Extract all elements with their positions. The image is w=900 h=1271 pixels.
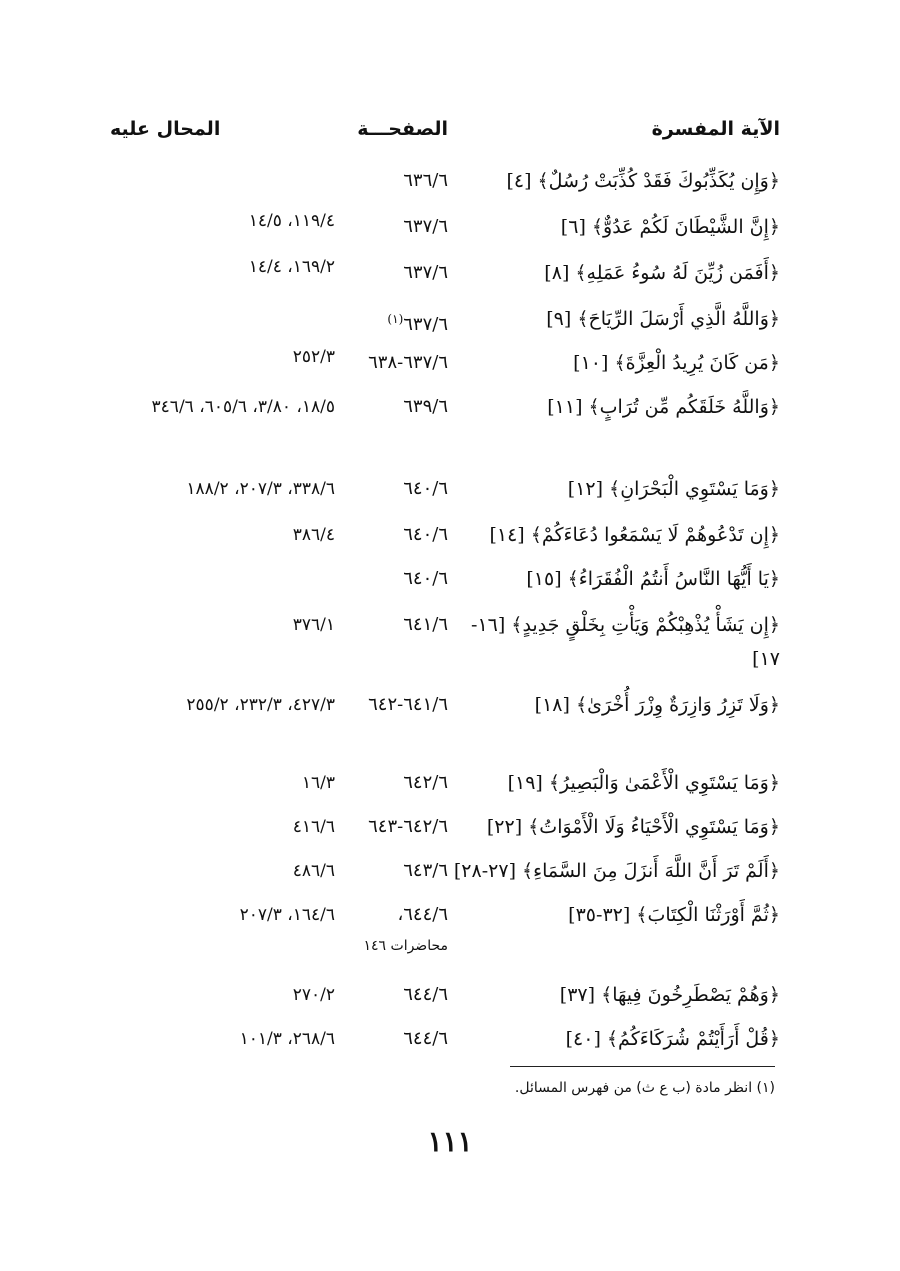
index-table <box>110 160 780 1062</box>
table-row <box>110 468 780 514</box>
ayah-cell: ﴿أَلَمْ تَرَ أَنَّ اللَّهَ أَنزَلَ مِنَ السَّمَاءِ﴾ [٢٧-٢٨] <box>453 860 780 882</box>
table-header <box>110 114 780 148</box>
page-cell <box>298 298 448 346</box>
ref-cell: ٣٨٦/٤ <box>292 525 335 545</box>
page-cell: ٦٤١/٦-٦٤٢ <box>368 694 448 715</box>
ref-cell: ٤٢٧/٣، ٢٣٢/٣، ٢٥٥/٢ <box>186 695 335 715</box>
page-value: ٦٣٧/٦ <box>403 314 448 335</box>
ayah-cell: ﴿قُلْ أَرَأَيْتُمْ شُرَكَاءَكُمُ﴾ [٤٠] <box>565 1028 780 1050</box>
ref-cell: ١٦/٣ <box>301 773 335 793</box>
table-row <box>110 1018 780 1062</box>
table-row <box>110 342 780 386</box>
ayah-cell: ﴿وَاللَّهُ خَلَقَكُم مِّن تُرَابٍ﴾ [١١] <box>547 396 780 418</box>
table-row <box>110 974 780 1018</box>
ayah-cell: ﴿وَاللَّهُ الَّذِي أَرْسَلَ الرِّيَاحَ﴾ [٩] <box>546 308 780 330</box>
table-row <box>110 894 780 974</box>
page-value: ٦٤٤/٦، <box>397 904 448 925</box>
table-row <box>110 386 780 468</box>
page-cell: ٦٤٠/٦ <box>403 524 448 545</box>
ayah-cell: ﴿وَهُمْ يَصْطَرِخُونَ فِيهَا﴾ [٣٧] <box>559 984 780 1006</box>
page-cell: ٦٤٣/٦ <box>403 860 448 881</box>
ayah-cell: ﴿وَلَا تَزِرُ وَازِرَةٌ وِزْرَ أُخْرَىٰ﴾ [١٨] <box>534 694 780 716</box>
ref-cell: ١١٩/٤، ١٤/٥ <box>248 211 335 231</box>
ref-cell: ١٦٩/٢، ١٤/٤ <box>248 257 335 277</box>
table-row <box>110 850 780 894</box>
ref-cell: ٢٧٠/٢ <box>292 985 335 1005</box>
page-note: محاضرات ١٤٦ <box>363 938 448 954</box>
table-row <box>110 684 780 762</box>
table-row <box>110 806 780 850</box>
ayah-cell: ﴿إِنَّ الشَّيْطَانَ لَكُمْ عَدُوٌّ﴾ [٦] <box>560 216 780 238</box>
ayah-cell: ﴿وَمَا يَسْتَوِي الْأَحْيَاءُ وَلَا الْأَمْوَاتُ﴾ [٢٢] <box>486 816 780 838</box>
page-cell: ٦٤٢/٦-٦٤٣ <box>368 816 448 837</box>
page-cell: ٦٤٤/٦ <box>403 1028 448 1049</box>
ref-cell: ٢٥٢/٣ <box>292 347 335 367</box>
footnote: (١) انظر مادة (ب ع ث) من فهرس المسائل. <box>514 1080 775 1096</box>
page-cell: ٦٤٠/٦ <box>403 478 448 499</box>
page-cell: ٦٣٧/٦ <box>403 216 448 237</box>
ref-cell: ٣٣٨/٦، ٢٠٧/٣، ١٨٨/٢ <box>186 479 335 499</box>
page-cell: ٦٣٧/٦ <box>403 262 448 283</box>
page-cell: ٦٣٧/٦-٦٣٨ <box>368 352 448 373</box>
footnote-marker: (١) <box>387 312 404 326</box>
table-row <box>110 206 780 252</box>
table-row <box>110 604 780 684</box>
table-row <box>110 558 780 604</box>
table-row <box>110 298 780 342</box>
ayah-cell: ﴿يَا أَيُّهَا النَّاسُ أَنتُمُ الْفُقَرَاءُ﴾ [١٥] <box>526 568 780 590</box>
ref-cell: ١٨/٥، ٣/٨٠، ٦٠٥/٦، ٣٤٦/٦ <box>151 397 335 417</box>
header-ayah: الآية المفسرة <box>651 118 780 140</box>
table-row <box>110 762 780 806</box>
ref-cell: ١٦٤/٦، ٢٠٧/٣ <box>239 905 335 925</box>
ref-cell: ٣٧٦/١ <box>292 615 335 635</box>
ayah-cell: ﴿إِن تَدْعُوهُمْ لَا يَسْمَعُوا دُعَاءَكُمْ﴾ [١٤] <box>489 524 780 546</box>
table-row <box>110 514 780 558</box>
ayah-cell: ﴿وَإِن يُكَذِّبُوكَ فَقَدْ كُذِّبَتْ رُسُلٌ﴾ [٤] <box>506 170 780 192</box>
ayah-cell: ﴿وَمَا يَسْتَوِي الْأَعْمَىٰ وَالْبَصِيرُ﴾ [١٩] <box>507 772 780 794</box>
page-cell: ٦٤١/٦ <box>403 614 448 635</box>
header-page: الصفحـــة <box>357 118 448 140</box>
footnote-divider <box>510 1066 775 1067</box>
ayah-cell: ﴿مَن كَانَ يُرِيدُ الْعِزَّةَ﴾ [١٠] <box>573 352 780 374</box>
ref-cell: ٢٦٨/٦، ١٠١/٣ <box>239 1029 335 1049</box>
page-cell: ٦٤٢/٦ <box>403 772 448 793</box>
header-ref: المحال عليه <box>110 118 221 140</box>
ref-cell: ٤١٦/٦ <box>292 817 335 837</box>
ayah-text: ﴿إِن يَشَأْ يُذْهِبْكُمْ وَيَأْتِ بِخَلْقٍ جَدِيدٍ﴾ [١٦- <box>471 614 780 636</box>
ref-cell: ٤٨٦/٦ <box>292 861 335 881</box>
page-cell: ٦٣٩/٦ <box>403 396 448 417</box>
ayah-cell: ﴿وَمَا يَسْتَوِي الْبَحْرَانِ﴾ [١٢] <box>567 478 780 500</box>
table-row <box>110 160 780 206</box>
ayah-cell: ﴿ثُمَّ أَوْرَثْنَا الْكِتَابَ﴾ [٣٢-٣٥] <box>568 904 780 926</box>
ayah-cell <box>455 604 780 672</box>
ayah-continuation: ١٧] <box>752 648 780 670</box>
table-row <box>110 252 780 298</box>
page-cell: ٦٤٠/٦ <box>403 568 448 589</box>
page-cell: ٦٣٦/٦ <box>403 170 448 191</box>
page-number: ١١١ <box>427 1125 473 1158</box>
ayah-cell: ﴿أَفَمَن زُيِّنَ لَهُ سُوءُ عَمَلِهِ﴾ [٨] <box>544 262 780 284</box>
page-cell: ٦٤٤/٦ <box>403 984 448 1005</box>
